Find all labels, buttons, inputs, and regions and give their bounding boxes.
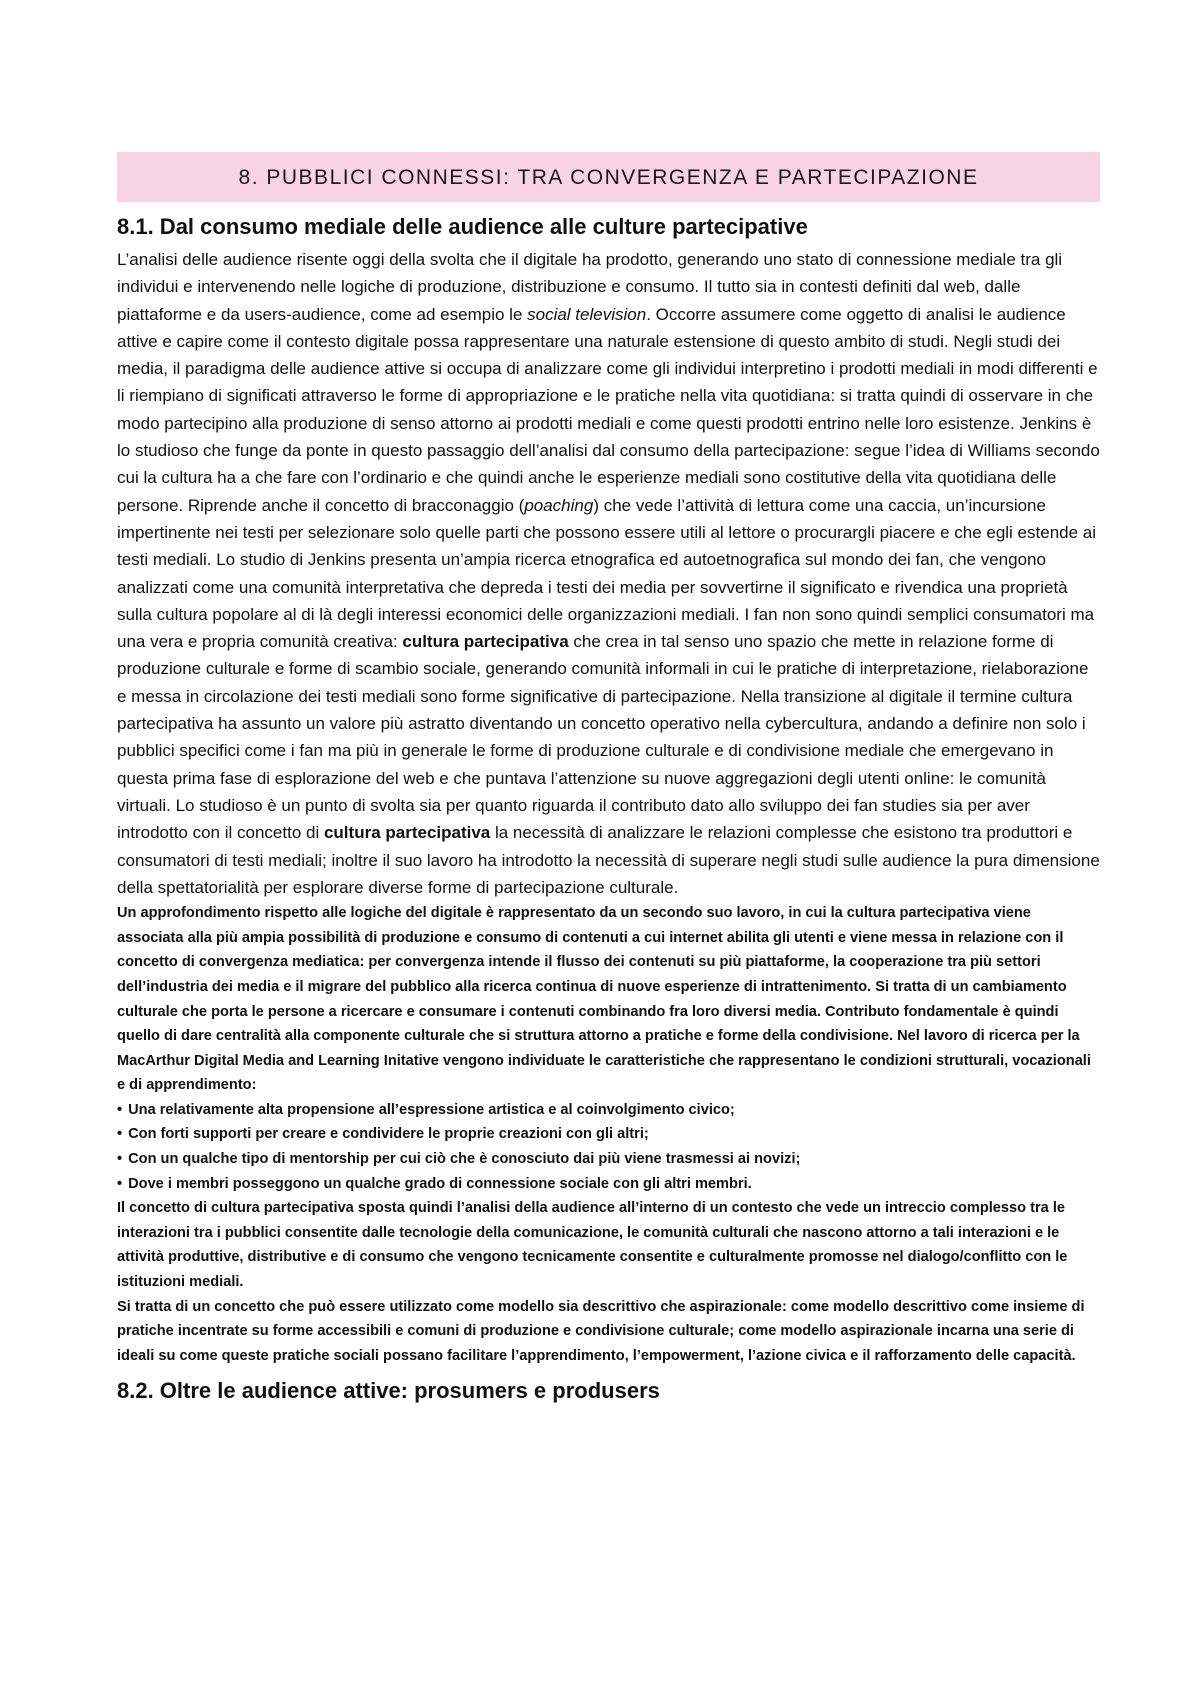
paragraph-1-strong-cultura-partecipativa-2: cultura partecipativa bbox=[323, 823, 491, 843]
paragraph-3: Il concetto di cultura partecipativa sposta quindi l’analisi della audience all’interno di un contesto che vede un intreccio complesso tra le interazioni tra i pubblici consentite dalle tecnologie della comunicazione, le comunità culturali che nascono attorno a tali interazioni e le attività produttive, distributive e di consumo che vengono tecnicamente consentite e culturalmente promosse nel dialogo/conflitto con le istituzioni mediali. bbox=[117, 1200, 1068, 1291]
paragraph-1-part-b: . Occorre assumere come oggetto di analisi le audience attive e capire come il contesto digitale possa rappresentare una naturale estensione di questo ambito di studi. Negli studi dei media, il paradigma delle audience attive si occupa di analizzare come gli individui interpretino i prodotti mediali in modi differenti e li riempiano di significati attraverso le forme di appropriazione e le pratiche nella vita quotidiana: si tratta quindi di osservare in che modo partecipino alla produzione di senso attorno ai prodotti mediali e come questi prodotti entrino nelle loro esistenze. Jenkins è lo studioso che funge da ponte in questo passaggio dell’analisi dal consumo della partecipazione: segue l’idea di Williams secondo cui la cultura ha a che fare con l’ordinario e che quindi anche le esperienze mediali sono costitutive della vita quotidiana delle persone. Riprende anche il concetto di bracconaggio ( bbox=[117, 304, 1100, 515]
paragraph-1-part-a: L’analisi delle audience risente oggi della svolta che il digitale ha prodotto, generando uno stato di connessione mediale tra gli individui e intervenendo nelle logiche di produzione, distribuzione e consumo. Il tutto sia in contesti definiti dal web, dalle piattaforme e da users-audience, come ad esempio le bbox=[117, 250, 1063, 324]
paragraph-1-part-d: che crea in tal senso uno spazio che mette in relazione forme di produzione culturale e forme di scambio sociale, generando comunità informali in cui le pratiche di interpretazione, rielaborazione e messa in circolazione dei testi mediali sono forme significative di partecipazione. Nella transizione al digitale il termine cultura partecipativa ha assunto un valore più astratto diventando un concetto operativo nella cybercultura, andando a definire non solo i pubblici specifici come i fan ma più in generale le forme di produzione culturale e di condivisione mediale che emergevano in questa prima fase di esplorazione del web e che puntava l’attenzione su nuove aggregazioni degli utenti online: le comunità virtuali. Lo studioso è un punto di svolta sia per quanto riguarda il contributo dato allo sviluppo dei fan studies sia per aver introdotto con il concetto di bbox=[117, 632, 1089, 843]
paragraph-1-part-c: ) che vede l’attività di lettura come una caccia, un’incursione impertinente nei testi per selezionare solo quelle parti che possono essere utili al lettore o procurargli piacere e che egli estende ai testi mediali. Lo studio di Jenkins presenta un’ampia ricerca etnografica ed autoetnografica sul mondo dei fan, che vengono analizzati come una comunità interpretativa che depreda i testi dei media per sovvertirne il significato e rivendica una proprietà sulla cultura popolare al di là degli interessi economici delle organizzazioni mediali. I fan non sono quindi semplici consumatori ma una vera e propria comunità creativa: bbox=[117, 495, 1097, 652]
bullet-icon: • bbox=[117, 1101, 123, 1118]
list-item-text: Con forti supporti per creare e condividere le proprie creazioni con gli altri; bbox=[128, 1126, 649, 1143]
list-item bbox=[117, 1147, 1100, 1172]
paragraph-1-strong-cultura-partecipativa: cultura partecipativa bbox=[402, 632, 569, 652]
paragraph-1 bbox=[117, 246, 1100, 901]
list-item bbox=[117, 1172, 1100, 1197]
list-item bbox=[117, 1098, 1100, 1123]
bullet-icon: • bbox=[117, 1126, 123, 1143]
paragraph-4: Si tratta di un concetto che può essere utilizzato come modello sia descrittivo che aspirazionale: come modello descrittivo come insieme di pratiche incentrate su forme accessibili e comuni di produzione e condivisione culturale; come modello aspirazionale incarna una serie di ideali su come queste pratiche sociali possano facilitare l’apprendimento, l’empowerment, l’azione civica e il rafforzamento delle capacità. bbox=[117, 1298, 1085, 1364]
bullet-icon: • bbox=[117, 1151, 123, 1168]
bullet-list bbox=[117, 1098, 1100, 1196]
list-item bbox=[117, 1122, 1100, 1147]
chapter-title: 8. PUBBLICI CONNESSI: TRA CONVERGENZA E PARTECIPAZIONE bbox=[117, 152, 1100, 202]
list-item-text: Con un qualche tipo di mentorship per cui ciò che è conosciuto dai più viene trasmessi ai novizi; bbox=[128, 1151, 801, 1168]
paragraph-1-emphasis-social-television: social television bbox=[527, 304, 647, 324]
paragraph-1-emphasis-poaching: poaching bbox=[524, 495, 594, 515]
paragraph-2: Un approfondimento rispetto alle logiche del digitale è rappresentato da un secondo suo lavoro, in cui la cultura partecipativa viene associata alla più ampia possibilità di produzione e consumo di contenuti a cui internet abilita gli utenti e viene messa in relazione con il concetto di convergenza mediatica: per convergenza intende il flusso dei contenuti su più piattaforme, la cooperazione tra più settori dell’industria dei media e il migrare del pubblico alla ricerca continua di nuove esperienze di intrattenimento. Si tratta di un cambiamento culturale che porta le persone a ricercare e consumare i contenuti combinando fra loro diversi media. Contributo fondamentale è quindi quello di dare centralità alla componente culturale che si struttura attorno a pratiche e forme della condivisione. Nel lavoro di ricerca per la MacArthur Digital Media and Learning Initative vengono individuate le caratteristiche che rappresentano le condizioni strutturali, vocazionali e di apprendimento: bbox=[117, 905, 1091, 1094]
list-item-text: Una relativamente alta propensione all’espressione artistica e al coinvolgimento civico; bbox=[128, 1101, 735, 1118]
section-title-8-1: 8.1. Dal consumo mediale delle audience alle culture partecipative bbox=[117, 214, 808, 239]
section-title-8-2: 8.2. Oltre le audience attive: prosumers e produsers bbox=[117, 1378, 660, 1404]
paragraph-1-part-e: la necessità di analizzare le relazioni complesse che esistono tra produttori e consumatori di testi mediali; inoltre il suo lavoro ha introdotto la necessità di superare negli studi sulle audience la pura dimensione della spettatorialità per esplorare diverse forme di partecipazione culturale. bbox=[117, 823, 1100, 897]
bullet-icon: • bbox=[117, 1175, 123, 1192]
list-item-text: Dove i membri posseggono un qualche grado di connessione sociale con gli altri membri. bbox=[128, 1175, 752, 1192]
